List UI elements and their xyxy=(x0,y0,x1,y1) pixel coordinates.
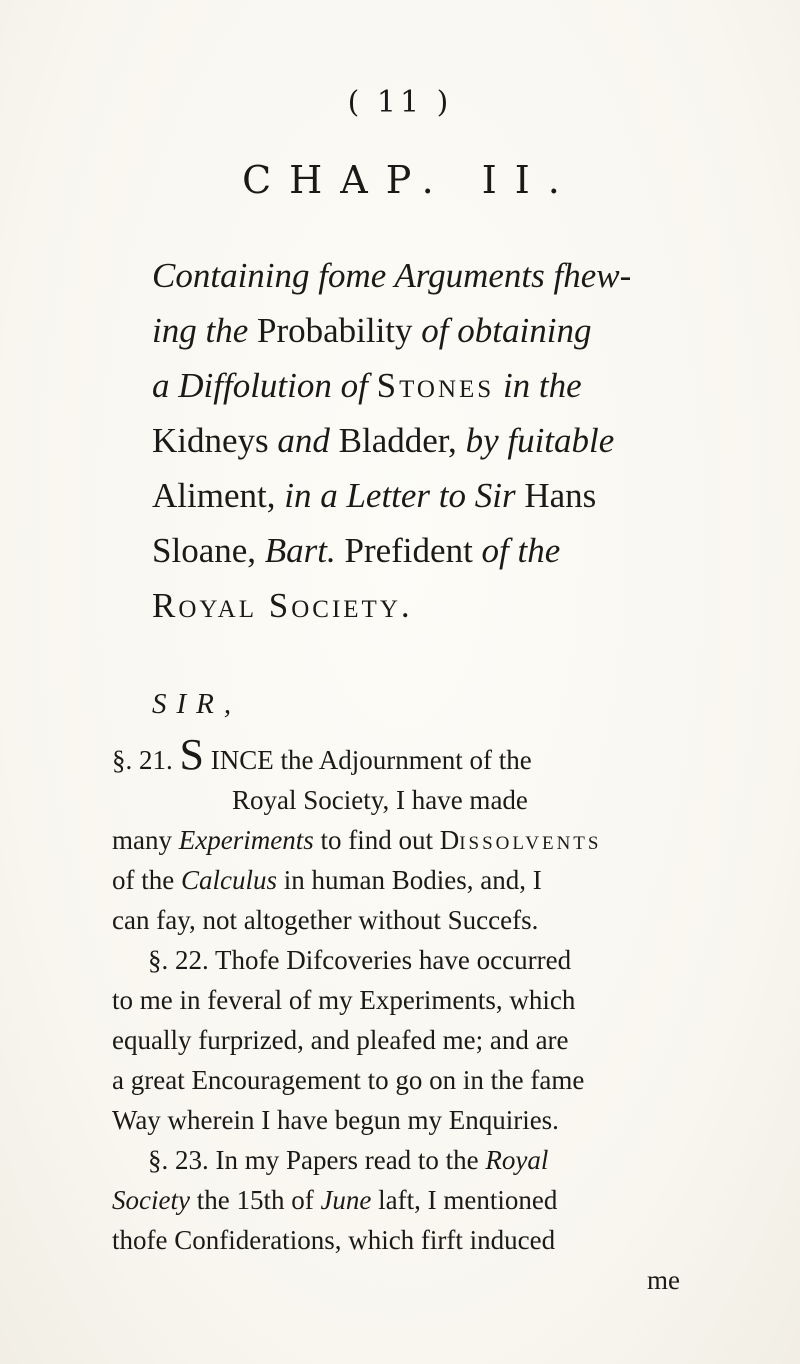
section-mark: §. 21. xyxy=(112,745,173,775)
text-line: many Experiments to find out Dissolvents xyxy=(112,825,602,855)
text-line: to me in feveral of my Experiments, which xyxy=(112,985,576,1015)
page-number: ( 11 ) xyxy=(347,85,453,120)
text-line: equally furprized, and pleafed me; and are xyxy=(112,1025,569,1055)
salutation: SIR, xyxy=(152,688,242,720)
body-text xyxy=(112,730,692,1300)
text-line: Way wherein I have begun my Enquiries. xyxy=(112,1105,559,1135)
catchword: me xyxy=(647,1265,680,1295)
heading-line: Kidneys and Bladder, by fuitable xyxy=(152,421,615,460)
drop-cap: S xyxy=(179,730,204,779)
text-line: §. 23. In my Papers read to the Royal xyxy=(148,1145,549,1175)
text-line: thofe Confiderations, which firft induced xyxy=(112,1225,556,1255)
text-line: Royal Society, I have made xyxy=(232,785,528,815)
heading-line: Aliment, in a Letter to Sir Hans xyxy=(152,476,597,515)
heading-line: Containing fome Arguments fhew- xyxy=(152,256,632,295)
heading-line: Royal Society. xyxy=(152,586,413,625)
heading-line: ing the Probability of obtaining xyxy=(152,311,592,350)
paragraph-22 xyxy=(112,940,692,1140)
heading-line: Sloane, Bart. Prefident of the xyxy=(152,531,561,570)
text-line: §. 22. Thofe Difcoveries have occurred xyxy=(148,945,572,975)
chapter-title: CHAP. II. xyxy=(242,158,578,202)
text-line: a great Encouragement to go on in the fame xyxy=(112,1065,585,1095)
text-line-content: INCE the Adjournment of the xyxy=(210,745,532,775)
text-line xyxy=(112,730,692,780)
text-line: Society the 15th of June laft, I mentioned xyxy=(112,1185,558,1215)
text-line: can fay, not altogether without Succefs. xyxy=(112,905,539,935)
text-line: of the Calculus in human Bodies, and, I xyxy=(112,865,542,895)
paragraph-23 xyxy=(112,1140,692,1300)
paragraph-21 xyxy=(112,730,692,940)
chapter-heading xyxy=(152,248,712,633)
heading-line: a Diffolution of Stones in the xyxy=(152,366,582,405)
